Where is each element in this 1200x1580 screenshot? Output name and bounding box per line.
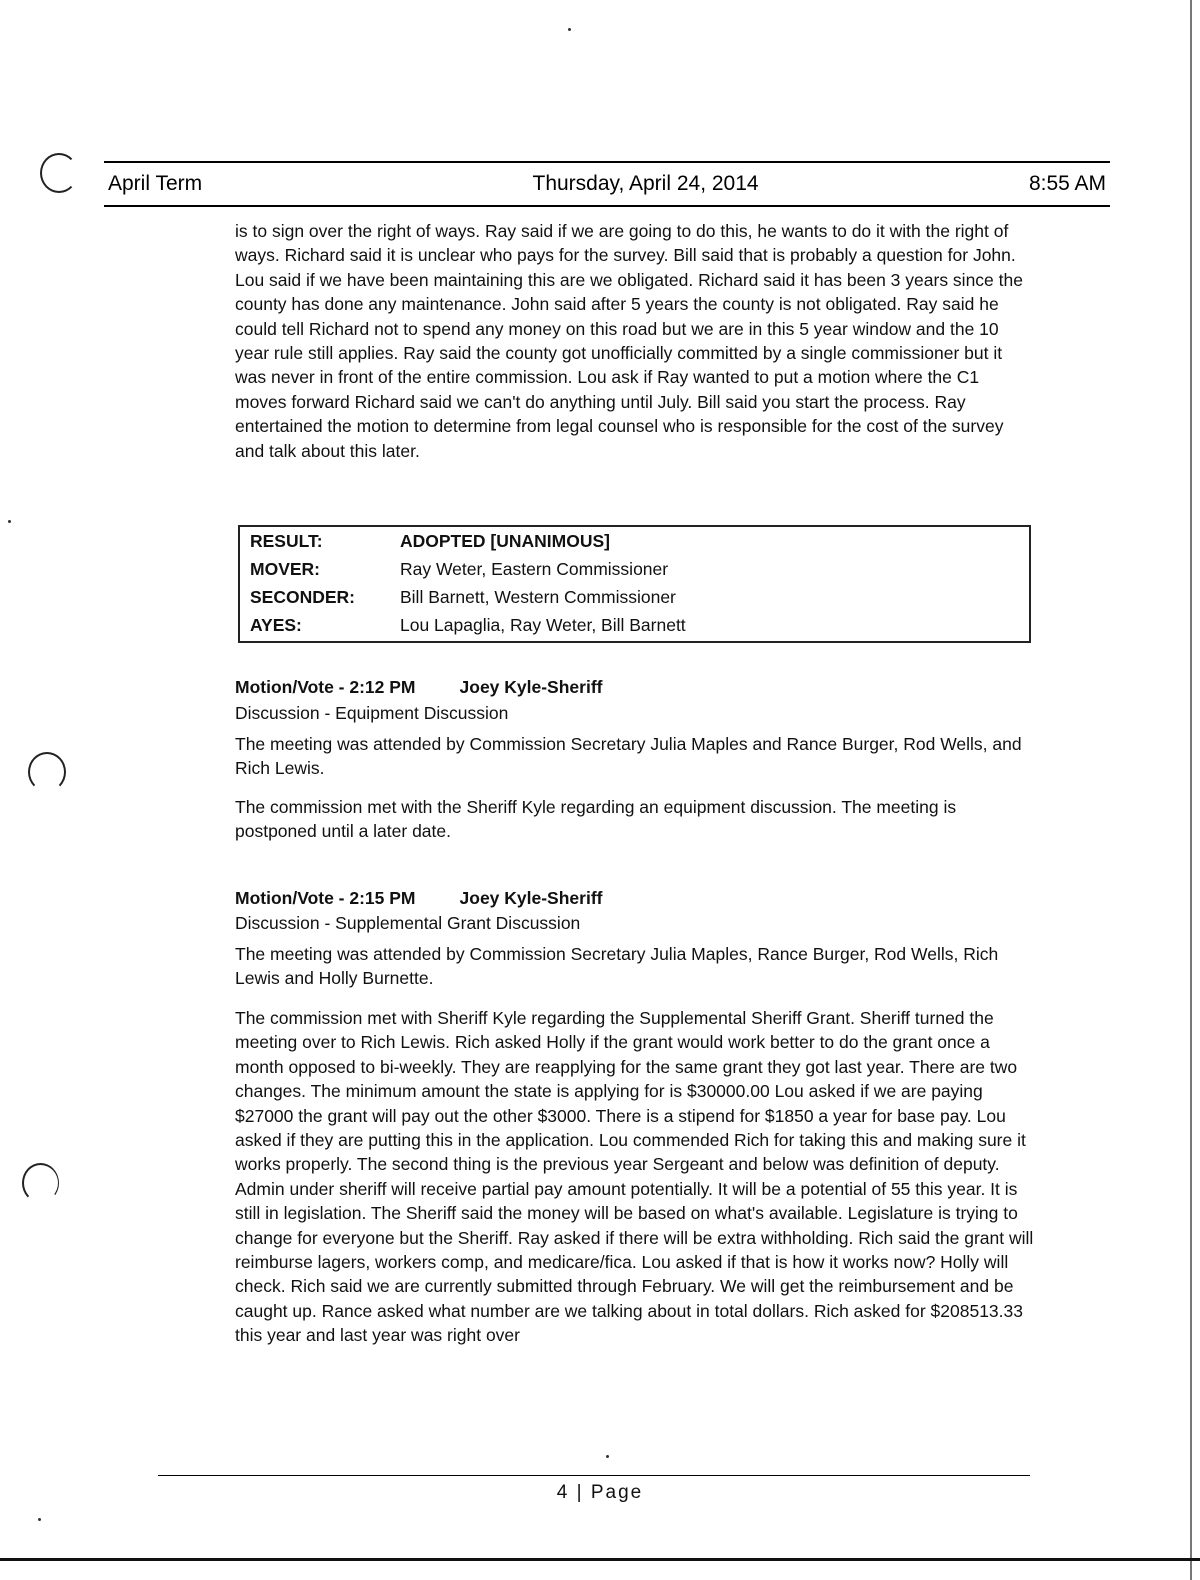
motion-heading (235, 677, 602, 698)
page-number: 4 | Page (556, 1482, 644, 1503)
discussion-topic: Discussion - Equipment Discussion (235, 703, 509, 723)
page-header (108, 168, 1106, 200)
scan-speck (8, 520, 11, 523)
attendance-paragraph: The meeting was attended by Commission Secretary Julia Maples and Rance Burger, Rod Wells, and Rich Lewis. (235, 734, 1022, 779)
seconder-value: Bill Barnett, Western Commissioner (400, 587, 676, 607)
header-rule-bottom (104, 205, 1110, 207)
footer-rule (158, 1475, 1030, 1476)
motion-heading (235, 888, 602, 909)
scan-speck (568, 28, 571, 31)
mover-value: Ray Weter, Eastern Commissioner (400, 559, 669, 579)
punch-hole-top (40, 153, 78, 193)
mover-row (250, 559, 668, 583)
scan-edge-bottom (0, 1558, 1200, 1561)
result-row (250, 531, 610, 555)
attendance-paragraph: The meeting was attended by Commission Secretary Julia Maples, Rance Burger, Rod Wells, Rich Lewis and Holly Burnette. (235, 944, 999, 989)
punch-hole-middle (28, 752, 66, 792)
ayes-value: Lou Lapaglia, Ray Weter, Bill Barnett (400, 615, 686, 635)
mover-label: MOVER: (250, 559, 320, 579)
vote-result-box (238, 525, 1031, 643)
ayes-label: AYES: (250, 615, 302, 635)
seconder-row (250, 587, 676, 611)
header-term: April Term (108, 172, 203, 195)
result-label: RESULT: (250, 531, 323, 551)
seconder-label: SECONDER: (250, 587, 356, 607)
motion-presenter: Joey Kyle-Sheriff (459, 888, 603, 908)
motion-presenter: Joey Kyle-Sheriff (459, 677, 603, 697)
ayes-row (250, 615, 686, 639)
scan-speck (606, 1455, 609, 1458)
motion-body-paragraph: The commission met with Sheriff Kyle regarding the Supplemental Sheriff Grant. Sheriff turned the meeting over to Rich Lewis. Rich asked Holly if the grant would work better to do the grant once a month opposed to bi-weekly. They are reapplying for the same grant they got last year. There are two changes. The minimum amount the state is applying for is $30000.00 Lou asked if we are paying $27000 the grant will pay out the other $3000. There is a stipend for $1850 a year for base pay. Lou asked if they are putting this in the application. Lou commended Rich for taking this and making sure it works properly. The second thing is the previous year Sergeant and below was definition of deputy. Admin under sheriff will receive partial pay amount potentially. It will be a potential of 55 this year. It is still in legislation. The Sheriff said the money will be based on what's available. Legislature is trying to change for everyone but the Sheriff. Ray asked if there will be extra withholding. Rich said the grant will reimburse lagers, workers comp, and medicare/fica. Lou asked if that is how it works now? Holly will check. Rich said we are currently submitted through February. We will get the reimbursement and be caught up. Rance asked what number are we talking about in total dollars. Rich asked for $208513.33 this year and last year was right over (235, 1008, 1034, 1346)
header-rule-top (104, 161, 1110, 163)
discussion-topic: Discussion - Supplemental Grant Discussion (235, 913, 581, 933)
motion-time: Motion/Vote - 2:12 PM (235, 677, 416, 697)
intro-paragraph: is to sign over the right of ways. Ray said if we are going to do this, he wants to do it with the right of ways. Richard said it is unclear who pays for the survey. Bill said that is probably a question for John. Lou said if we have been maintaining this are we obligated. Richard said it has been 3 years since the county has done any maintenance. John said after 5 years the county is not obligated. Ray said he could tell Richard not to spend any money on this road but we are in this 5 year window and the 10 year rule still applies. Ray said the county got unofficially committed by a single commissioner but it was never in front of the entire commission. Lou ask if Ray wanted to put a motion where the C1 moves forward Richard said we can't do anything until July. Bill said you start the process. Ray entertained the motion to determine from legal counsel who is responsible for the cost of the survey and talk about this later. (235, 221, 1023, 461)
motion-time: Motion/Vote - 2:15 PM (235, 888, 416, 908)
header-time: 8:55 AM (1028, 172, 1106, 195)
header-date: Thursday, April 24, 2014 (532, 172, 759, 195)
motion-body-paragraph: The commission met with the Sheriff Kyle regarding an equipment discussion. The meeting is postponed until a later date. (235, 797, 957, 842)
result-value: ADOPTED [UNANIMOUS] (400, 531, 610, 551)
punch-hole-bottom (22, 1163, 59, 1203)
scan-speck (38, 1518, 41, 1521)
scan-edge-right (1190, 0, 1192, 1580)
